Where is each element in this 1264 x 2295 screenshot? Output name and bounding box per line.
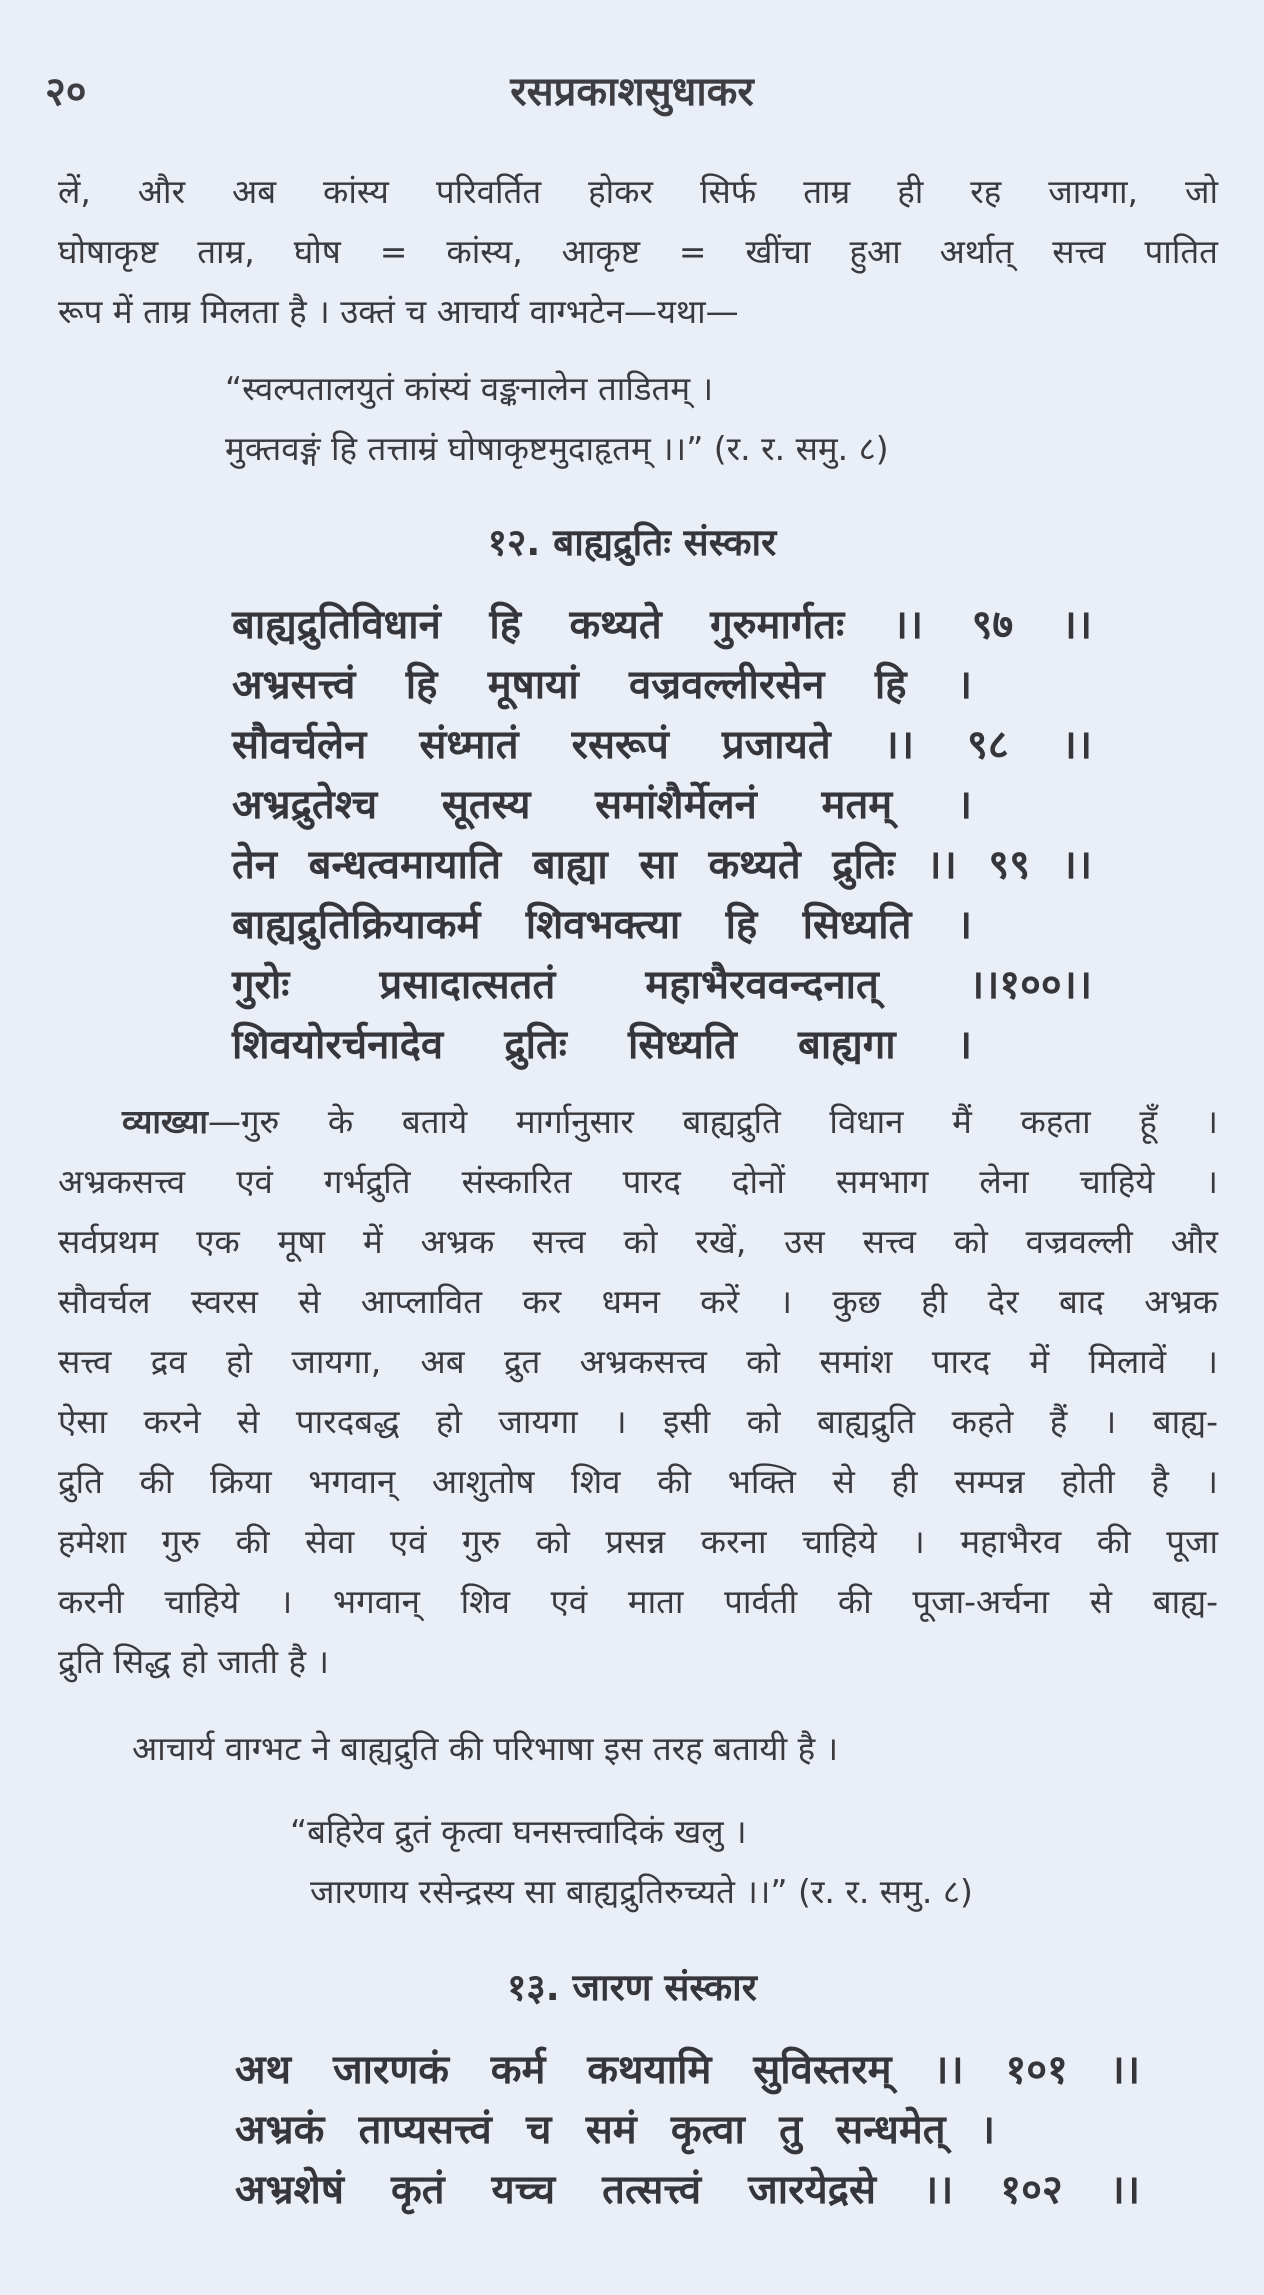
sloka-line: अभ्रकं ताप्यसत्त्वं च समं कृत्वा तु सन्धमेत् । <box>235 2107 995 2153</box>
explanation-line: अभ्रकसत्त्व एवं गर्भद्रुति संस्कारित पारद दोनों समभाग लेना चाहिये । <box>58 1162 1218 1201</box>
quote-line: जारणाय रसेन्द्रस्य सा बाह्यद्रुतिरुच्यते ।।” (र. र. समु. ८) <box>310 1872 973 1911</box>
section-heading: १२. बाह्यद्रुतिः संस्कार <box>487 521 777 564</box>
sloka-line: सौवर्चलेन संध्मातं रसरूपं प्रजायते ।। ९८ ।। <box>232 722 1092 768</box>
explanation-first-rest: —गुरु के बताये मार्गानुसार बाह्यद्रुति विधान मैं कहता हूँ । <box>207 1102 1218 1141</box>
explanation-line: सत्त्व द्रव हो जायगा, अब द्रुत अभ्रकसत्त्व को समांश पारद में मिलावें । <box>58 1342 1218 1381</box>
quote-intro: आचार्य वाग्भट ने बाह्यद्रुति की परिभाषा इस तरह बतायी है । <box>132 1729 839 1768</box>
sloka-line: अभ्रद्रुतेश्च सूतस्य समांशैर्मेलनं मतम् । <box>232 782 972 828</box>
explanation-line: करनी चाहिये । भगवान् शिव एवं माता पार्वती की पूजा-अर्चना से बाह्य- <box>58 1582 1218 1621</box>
explanation-line: सर्वप्रथम एक मूषा में अभ्रक सत्त्व को रखें, उस सत्त्व को वज्रवल्ली और <box>58 1222 1218 1261</box>
quote-line: मुक्तवङ्गं हि तत्ताम्रं घोषाकृष्टमुदाहृतम् ।।” (र. र. समु. ८) <box>225 429 889 468</box>
section-heading: १३. जारण संस्कार <box>507 1966 757 2009</box>
sloka-line: बाह्यद्रुतिक्रियाकर्म शिवभक्त्या हि सिध्यति । <box>232 902 972 948</box>
explanation-line: द्रुति सिद्ध हो जाती है । <box>58 1642 330 1681</box>
quote-line: “स्वल्पतालयुतं कांस्यं वङ्कनालेन ताडितम् । <box>225 369 714 408</box>
sloka-line: अभ्रसत्त्वं हि मूषायां वज्रवल्लीरसेन हि । <box>232 662 972 708</box>
explanation-line: हमेशा गुरु की सेवा एवं गुरु को प्रसन्न करना चाहिये । महाभैरव की पूजा <box>58 1522 1218 1561</box>
paragraph-line: घोषाकृष्ट ताम्र, घोष = कांस्य, आकृष्ट = खींचा हुआ अर्थात् सत्त्व पातित <box>58 232 1218 271</box>
explanation-lead: व्याख्या <box>122 1102 208 1141</box>
explanation-line: सौवर्चल स्वरस से आप्लावित कर धमन करें । कुछ ही देर बाद अभ्रक <box>58 1282 1218 1321</box>
sloka-line: बाह्यद्रुतिविधानं हि कथ्यते गुरुमार्गतः ।। ९७ ।। <box>232 602 1092 648</box>
page-header <box>0 62 1264 122</box>
page-number: २० <box>45 69 87 115</box>
sloka-line: तेन बन्धत्वमायाति बाह्या सा कथ्यते द्रुतिः ।। ९९ ।। <box>232 842 1092 888</box>
running-title: रसप्रकाशसुधाकर <box>510 69 754 115</box>
sloka-line: गुरोः प्रसादात्सततं महाभैरववन्दनात् ।।१००।। <box>232 962 1092 1008</box>
explanation-line: ऐसा करने से पारदबद्ध हो जायगा । इसी को बाह्यद्रुति कहते हैं । बाह्य- <box>58 1402 1218 1441</box>
explanation-first-line <box>122 1098 1218 1143</box>
explanation-line: द्रुति की क्रिया भगवान् आशुतोष शिव की भक्ति से ही सम्पन्न होती है । <box>58 1462 1218 1501</box>
paragraph-line: लें, और अब कांस्य परिवर्तित होकर सिर्फ ताम्र ही रह जायगा, जो <box>58 172 1218 211</box>
quote-line: “बहिरेव द्रुतं कृत्वा घनसत्त्वादिकं खलु । <box>290 1812 747 1851</box>
paragraph-line: रूप में ताम्र मिलता है । उक्तं च आचार्य वाग्भटेन—यथा— <box>58 292 739 331</box>
sloka-line: शिवयोरर्चनादेव द्रुतिः सिध्यति बाह्यगा । <box>232 1022 972 1068</box>
sloka-line: अभ्रशेषं कृतं यच्च तत्सत्त्वं जारयेद्रसे ।। १०२ ।। <box>235 2167 1140 2213</box>
sloka-line: अथ जारणकं कर्म कथयामि सुविस्तरम् ।। १०१ ।। <box>235 2047 1140 2093</box>
